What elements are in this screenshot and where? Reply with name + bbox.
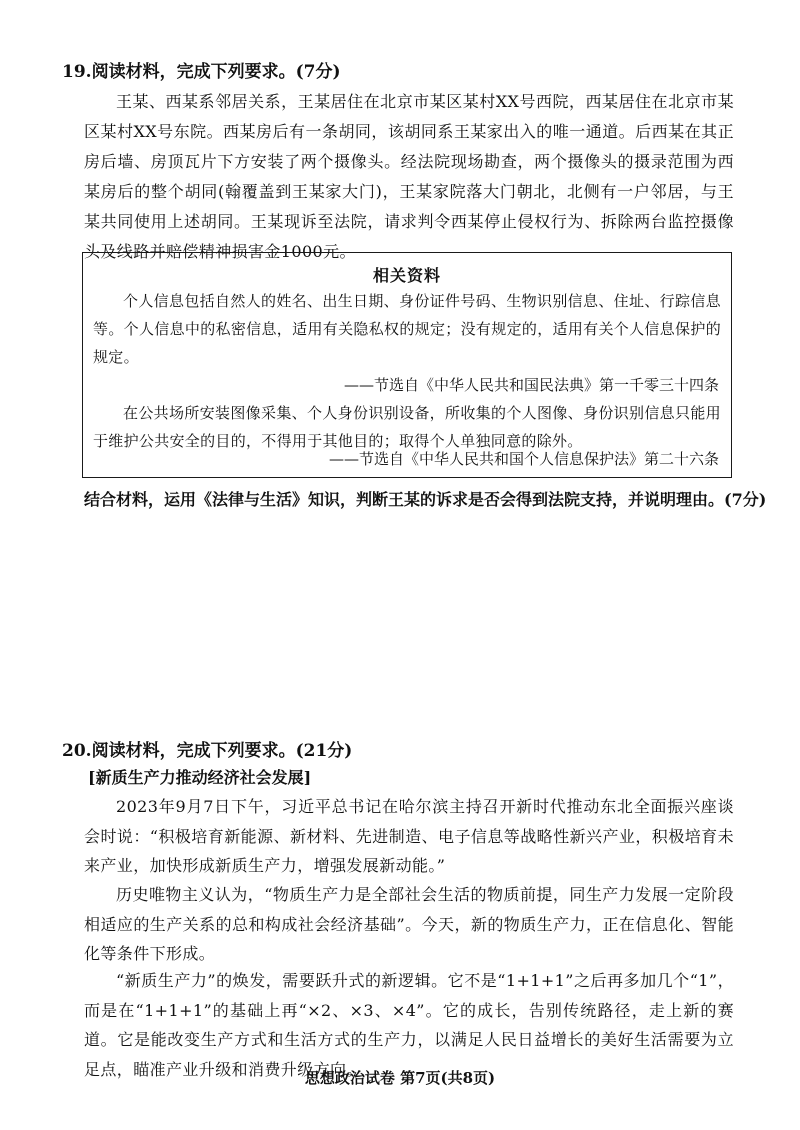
page-footer: 思想政治试卷 第7页(共8页) (304, 1069, 496, 1087)
question-20-paragraph-1: 2023年9月7日下午，习近平总书记在哈尔滨主持召开新时代推动东北全面振兴座谈会时说：“积极培育新能源、新材料、先进制造、电子信息等战略性新兴产业，积极培育未来产业，加快形成新质生产力，增强发展新动能。” (84, 797, 734, 875)
privacy-law-excerpt: 在公共场所安装图像采集、个人身份识别设备，所收集的个人图像、身份识别信息只能用于维护公共安全的目的，不得用于其他目的；取得个人单独同意的除外。 (93, 404, 721, 450)
question-19-task: 结合材料，运用《法律与生活》知识，判断王某的诉求是否会得到法院支持，并说明理由。(7分) (84, 490, 767, 509)
related-materials-box (82, 252, 732, 478)
question-20-title: 20.阅读材料，完成下列要求。(21分) (62, 741, 353, 761)
civil-code-excerpt: 个人信息包括自然人的姓名、出生日期、身份证件号码、生物识别信息、住址、行踪信息等。个人信息中的私密信息，适用有关隐私权的规定；没有规定的，适用有关个人信息保护的规定。 (93, 292, 721, 366)
civil-code-citation: ——节选自《中华人民共和国民法典》第一千零三十四条 (343, 376, 719, 394)
question-20-paragraph-2: 历史唯物主义认为，“物质生产力是全部社会生活的物质前提，同生产力发展一定阶段相适应的生产关系的总和构成社会经济基础”。今天，新的物质生产力，正在信息化、智能化等条件下形成。 (84, 885, 734, 963)
privacy-law-citation: ——节选自《中华人民共和国个人信息保护法》第二十六条 (328, 450, 719, 468)
question-19-material: 王某、西某系邻居关系，王某居住在北京市某区某村XX号西院，西某居住在北京市某区某村XX号东院。西某房后有一条胡同，该胡同系王某家出入的唯一通道。后西某在其正房后墙、房顶瓦片下方安装了两个摄像头。经法院现场勘查，两个摄像头的摄录范围为西某房后的整个胡同(翰覆盖到王某家大门)，王某家院落大门朝北，北侧有一户邻居，与王某共同使用上述胡同。王某现诉至法院，请求判令西某停止侵权行为、拆除两台监控摄像头及线路并赔偿精神损害金1000元。 (84, 92, 734, 261)
question-20-paragraph-3: “新质生产力”的焕发，需要跃升式的新逻辑。它不是“1+1+1”之后再多加几个“1”，而是在“1+1+1”的基础上再“×2、×3、×4”。它的成长，告别传统路径，走上新的赛道。它是能改变生产方式和生活方式的生产力，以满足人民日益增长的美好生活需要为立足点，瞄准产业升级和消费升级方向。 (84, 971, 734, 1079)
question-20-section-heading: [新质生产力推动经济社会发展] (88, 768, 312, 787)
related-materials-title: 相关资料 (372, 266, 441, 285)
question-19-title: 19.阅读材料，完成下列要求。(7分) (62, 62, 341, 82)
